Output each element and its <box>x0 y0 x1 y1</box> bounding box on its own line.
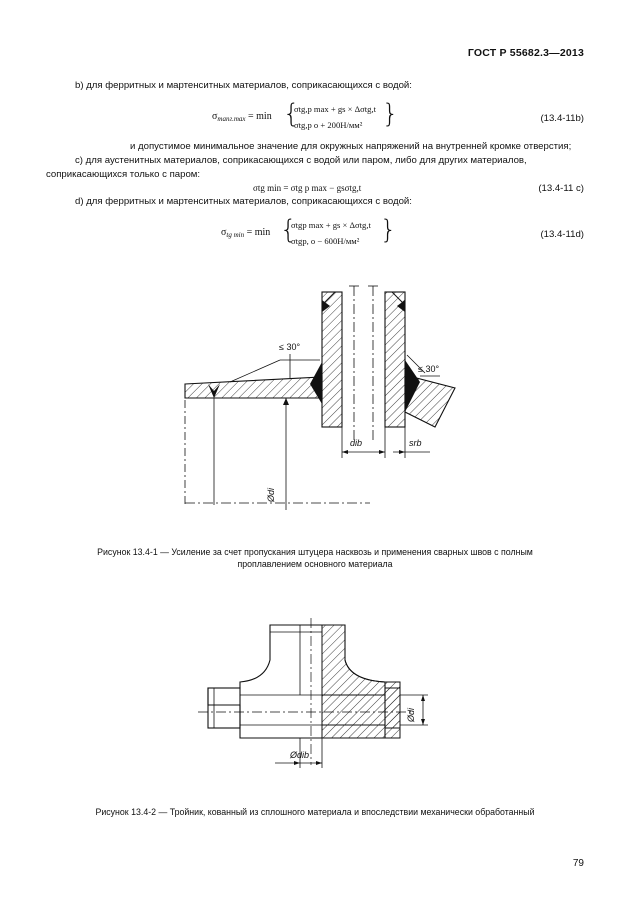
shell-plate-left <box>185 377 322 398</box>
fig2-dim-di: Ødi <box>406 707 416 722</box>
paragraph-c-line2: соприкасающихся только с паром: <box>46 169 201 180</box>
fig1-dim-srb: srb <box>409 438 422 448</box>
min-value-note: и допустимое минимальное значение для окружных напряжений на внутренней кромке отверстия; <box>130 141 572 152</box>
eq1-row2: σtg,p o + 200Н/мм² <box>294 120 363 130</box>
fig1-angle-left: ≤ 30° <box>279 342 301 352</box>
eq1-brace-left: { <box>283 99 300 129</box>
eq2-number: (13.4-11 c) <box>538 183 584 194</box>
equation-11b-lhs <box>212 111 272 123</box>
eq1-number: (13.4-11b) <box>540 113 584 124</box>
paragraph-c-line1: c) для аустенитных материалов, соприкасающихся с водой или паром, либо для других материалов, <box>75 155 527 166</box>
fig2-dim-dib: Ødib <box>290 750 310 760</box>
eq3-number: (13.4-11d) <box>540 229 584 240</box>
figure-13-4-2-caption: Рисунок 13.4-2 — Тройник, кованный из сплошного материала и впоследствии механически обработанный <box>95 807 535 817</box>
figure-13-4-1-drawing <box>0 270 630 520</box>
eq3-row2: σtgp, o − 600Н/мм² <box>291 236 360 246</box>
eq1-sigma: σ <box>212 111 218 122</box>
fig1-dim-di: Ødi <box>266 487 276 502</box>
paragraph-d: d) для ферритных и мартенситных материалов, соприкасающихся с водой: <box>75 196 412 207</box>
standard-header: ГОСТ Р 55682.3—2013 <box>467 47 584 59</box>
figure-13-4-1-caption-line2: проплавлением основного материала <box>237 559 393 569</box>
fig1-dim-dib: dib <box>350 438 363 448</box>
paragraph-b: b) для ферритных и мартенситных материалов, соприкасающихся с водой: <box>75 80 412 91</box>
eq1-min: = min <box>248 111 272 122</box>
eq1-brace-right: } <box>382 99 399 129</box>
eq3-sub: tg min <box>226 231 245 239</box>
nozzle-wall-right <box>385 292 405 427</box>
eq3-sigma: σ <box>221 227 227 238</box>
eq3-min: = min <box>246 227 271 238</box>
eq1-sub: manг.max <box>217 115 246 123</box>
figure-13-4-2-drawing <box>0 615 630 770</box>
eq1-row1: σtg,p max + gs × Δσtg,t <box>294 104 377 114</box>
figure-13-4-1-caption-line1: Рисунок 13.4-1 — Усиление за счет пропускания штуцера насквозь и применения сварных швов с полным <box>97 547 533 557</box>
eq2-text: σtg min = σtg p max − gsσtg,t <box>253 183 362 193</box>
equation-11d-lhs <box>221 227 270 239</box>
fig1-angle-right: ≤ 30° <box>418 364 440 374</box>
eq3-brace-left: { <box>280 215 297 245</box>
eq3-brace-right: } <box>380 215 397 245</box>
nozzle-wall-left <box>322 292 342 427</box>
page-number: 79 <box>572 858 584 869</box>
eq3-row1: σtgp max + gs × Δσtg,t <box>291 220 371 230</box>
